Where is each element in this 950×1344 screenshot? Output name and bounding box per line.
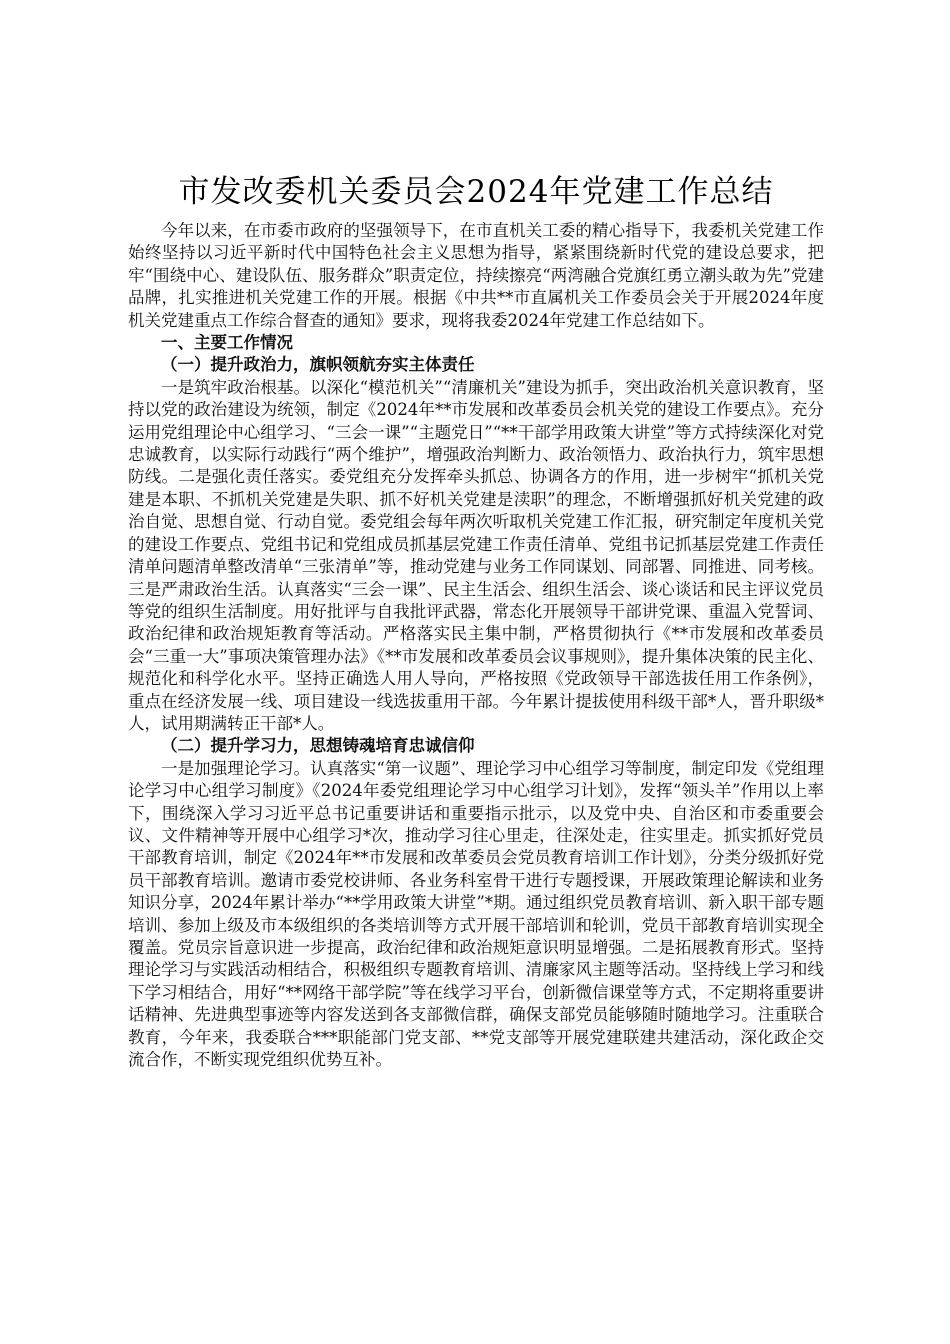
document-page (128, 170, 824, 1071)
document-title: 市发改委机关委员会2024年党建工作总结 (178, 174, 774, 210)
subsection-body-political: 一是筑牢政治根基。以深化“模范机关”“清廉机关”建设为抓手，突出政治机关意识教育，坚持以党的政治建设为统领，制定《2024年**市发展和改革委员会机关党的建设工作要点》。充分运用党组理论中心组学习、“三会一课”“主题党日”“**干部学用政策大讲堂”等方式持续深化对党忠诚教育，以实际行动践行“两个维护”，增强政治判断力、政治领悟力、政治执行力，筑牢思想防线。二是强化责任落实。委党组充分发挥牵头抓总、协调各方的作用，进一步树牢“抓机关党建是本职、不抓机关党建是失职、抓不好机关党建是渎职”的理念，不断增强抓好机关党建的政治自觉、思想自觉、行动自觉。委党组会每年两次听取机关党建工作汇报，研究制定年度机关党的建设工作要点、党组书记和党组成员抓基层党建工作责任清单、党组书记抓基层党建工作责任清单问题清单整改清单“三张清单”等，推动党建与业务工作同谋划、同部署、同推进、同考核。三是严肃政治生活。认真落实“三会一课”、民主生活会、组织生活会、谈心谈话和民主评议党员等党的组织生活制度。用好批评与自我批评武器，常态化开展领导干部讲党课、重温入党誓词、政治纪律和政治规矩教育等活动。严格落实民主集中制，严格贯彻执行《**市发展和改革委员会“三重一大”事项决策管理办法》《**市发展和改革委员会议事规则》，提升集体决策的民主化、规范化和科学化水平。坚持正确选人用人导向，严格按照《党政领导干部选拔任用工作条例》，重点在经济发展一线、项目建设一线选拔重用干部。今年累计提拔使用科级干部*人，晋升职级*人，试用期满转正干部*人。 (128, 377, 824, 733)
section-heading-main-work: 一、主要工作情况 (161, 333, 293, 353)
subsection-heading-learning: （二）提升学习力，思想铸魂培育忠诚信仰 (161, 736, 475, 756)
subsection-body-learning: 一是加强理论学习。认真落实“第一议题”、理论学习中心组学习等制度，制定印发《党组理论学习中心组学习制度》《2024年委党组理论学习中心组学习计划》，发挥“领头羊”作用以上率下，围绕深入学习习近平总书记重要讲话和重要指示批示，以及党中央、自治区和市委重要会议、文件精神等开展中心组学习*次，推动学习往心里走，往深处走，往实里走。抓实抓好党员干部教育培训，制定《2024年**市发展和改革委员会党员教育培训工作计划》，分类分级抓好党员干部教育培训。邀请市委党校讲师、各业务科室骨干进行专题授课，开展政策理论解读和业务知识分享，2024年累计举办“**学用政策大讲堂”*期。通过组织党员教育培训、新入职干部专题培训、参加上级及市本级组织的各类培训等方式开展干部培训和轮训，党员干部教育培训实现全覆盖。党员宗旨意识进一步提高，政治纪律和政治规矩意识明显增强。二是拓展教育形式。坚持理论学习与实践活动相结合，积极组织专题教育培训、清廉家风主题等活动。坚持线上学习和线下学习相结合，用好“**网络干部学院”等在线学习平台，创新微信课堂等方式，不定期将重要讲话精神、先进典型事迹等内容发送到各支部微信群，确保支部党员能够随时随地学习。注重联合教育，今年来，我委联合***职能部门党支部、**党支部等开展党建联建共建活动，深化政企交流合作，不断实现党组织优势互补。 (128, 758, 824, 1070)
intro-paragraph: 今年以来，在市委市政府的坚强领导下，在市直机关工委的精心指导下，我委机关党建工作始终坚持以习近平新时代中国特色社会主义思想为指导，紧紧围绕新时代党的建设总要求，把牢“围绕中心、建设队伍、服务群众”职责定位，持续擦亮“两湾融合党旗红勇立潮头敢为先”党建品牌，扎实推进机关党建工作的开展。根据《中共**市直属机关工作委员会关于开展2024年度机关党建重点工作综合督查的通知》要求，现将我委2024年党建工作总结如下。 (128, 221, 824, 330)
subsection-heading-political: （一）提升政治力，旗帜领航夯实主体责任 (161, 355, 475, 375)
